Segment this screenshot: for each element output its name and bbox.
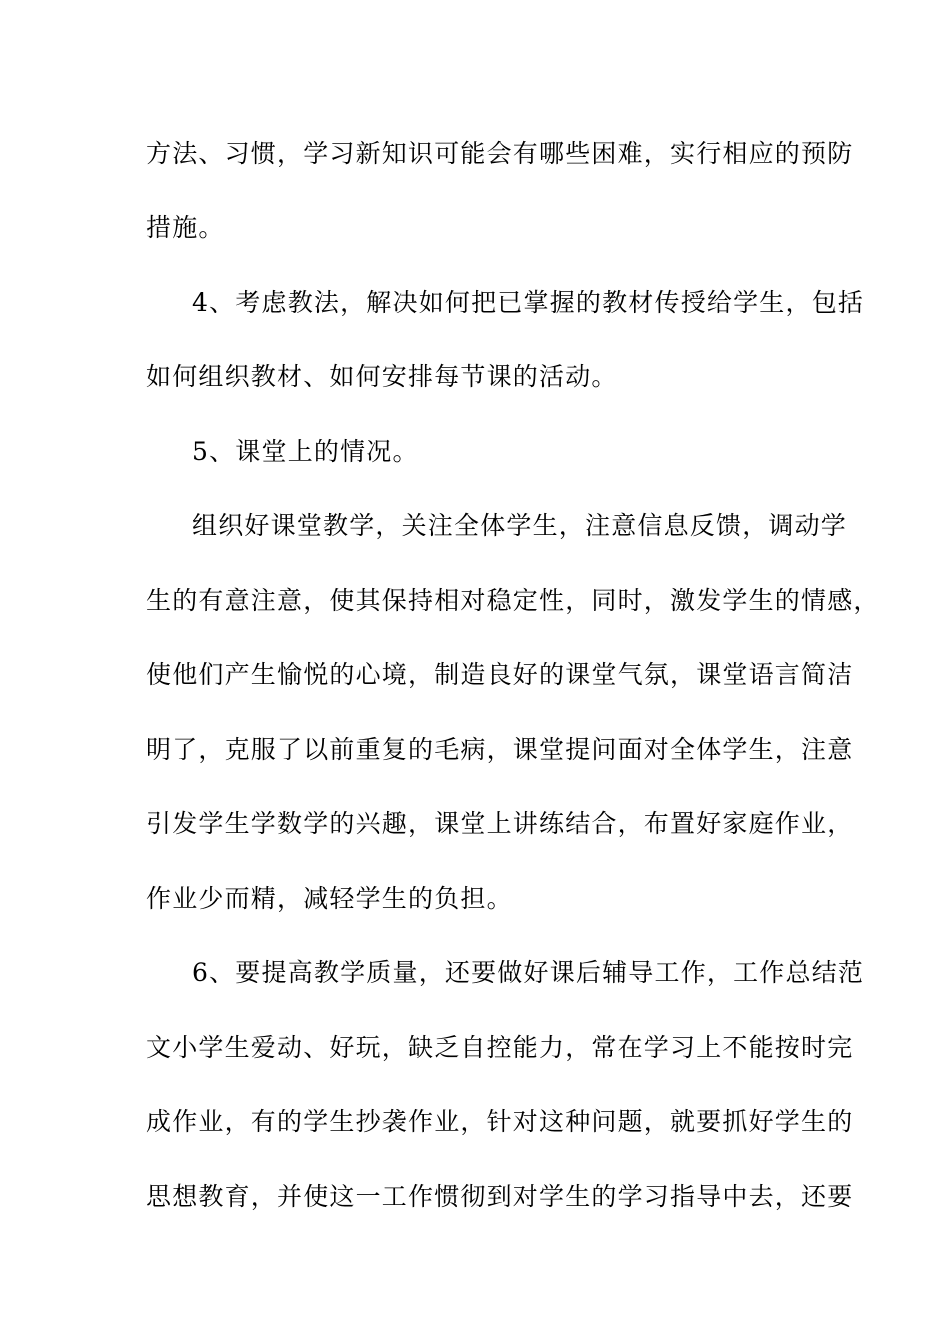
text-line: 文小学生爱动、好玩，缺乏自控能力，常在学习上不能按时完 xyxy=(146,1033,854,1062)
text-line: 措施。 xyxy=(146,213,225,242)
text-line: 作业少而精，减轻学生的负担。 xyxy=(146,884,513,913)
paragraph-start-line: 5、课堂上的情况。 xyxy=(192,437,419,466)
text-line: 使他们产生愉悦的心境，制造良好的课堂气氛，课堂语言简洁 xyxy=(146,660,854,689)
text-line: 生的有意注意，使其保持相对稳定性，同时，激发学生的情感， xyxy=(146,586,880,615)
text-line: 引发学生学数学的兴趣，课堂上讲练结合，布置好家庭作业， xyxy=(146,809,854,838)
paragraph-start-line: 组织好课堂教学，关注全体学生，注意信息反馈，调动学 xyxy=(192,511,848,540)
text-line: 明了，克服了以前重复的毛病，课堂提问面对全体学生，注意 xyxy=(146,735,854,764)
text-line: 方法、习惯，学习新知识可能会有哪些困难，实行相应的预防 xyxy=(146,139,854,168)
paragraph-start-line: 6、要提高教学质量，还要做好课后辅导工作，工作总结范 xyxy=(192,958,865,987)
text-line: 如何组织教材、如何安排每节课的活动。 xyxy=(146,362,618,391)
text-line: 成作业，有的学生抄袭作业，针对这种问题，就要抓好学生的 xyxy=(146,1107,854,1136)
paragraph-start-line: 4、考虑教法，解决如何把已掌握的教材传授给学生，包括 xyxy=(192,288,865,317)
text-line: 思想教育，并使这一工作惯彻到对学生的学习指导中去，还要 xyxy=(146,1182,854,1211)
